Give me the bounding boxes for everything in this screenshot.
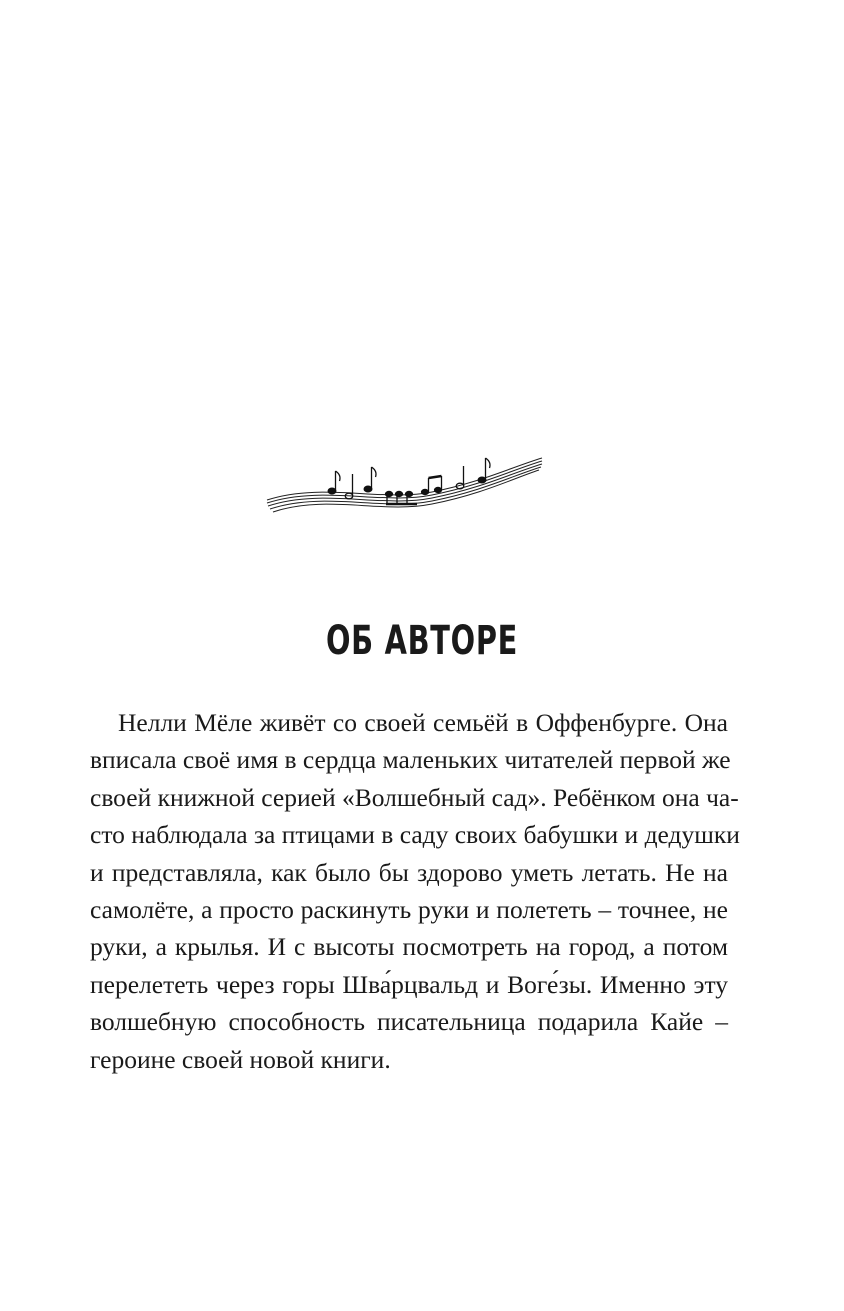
paragraph-line: и представляла, как было бы здорово уметь летать. Не на <box>90 857 728 887</box>
paragraph-line: перелететь через горы Шва́рцвальд и Воге́зы. Именно эту <box>90 969 728 999</box>
page-title: ОБ АВТОРЕ <box>325 618 519 664</box>
paragraph-line: самолёте, а просто раскинуть руки и полететь – точнее, не <box>90 895 728 925</box>
paragraph-line: сто наблюдала за птицами в саду своих бабушки и дедушки <box>90 820 740 850</box>
paragraph-line: своей книжной серией «Волшебный сад». Ребёнком она ча- <box>90 782 739 812</box>
paragraph-line: волшебную способность писательница подарила Кайе – <box>90 1007 728 1037</box>
paragraph-line: вписала своё имя в сердца маленьких читателей первой же <box>90 745 731 775</box>
author-bio-paragraph <box>90 704 740 1078</box>
musical-staff-icon <box>262 452 547 514</box>
paragraph-line: руки, а крылья. И с высоты посмотреть на город, а потом <box>90 932 728 962</box>
paragraph-line: Нелли Мёле живёт со своей семьёй в Оффенбурге. Она <box>118 708 728 737</box>
paragraph-line: героине своей новой книги. <box>90 1044 391 1074</box>
